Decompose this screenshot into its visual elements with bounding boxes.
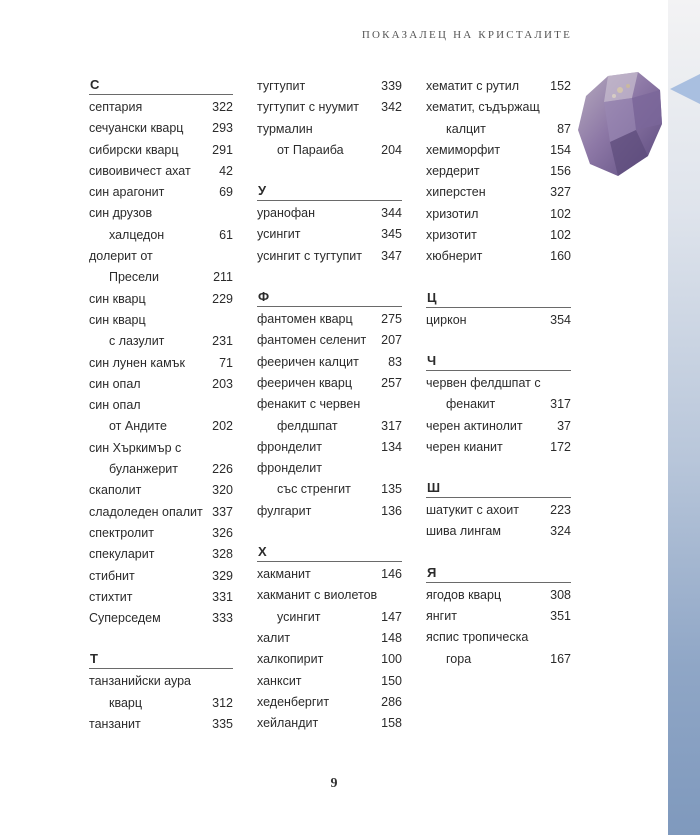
entry-name: циркон [426, 312, 467, 327]
entry-name: кварц [109, 695, 143, 710]
index-entry [89, 502, 233, 523]
entry-name: фронделит [257, 439, 322, 454]
index-column-2 [257, 76, 402, 755]
entry-name: танзанийски аура [89, 674, 191, 689]
entry-name: тугтупит [257, 79, 306, 93]
index-entry [257, 437, 402, 458]
index-entry [257, 76, 402, 97]
entry-name: хиперстен [426, 185, 486, 200]
index-entry [426, 606, 571, 627]
index-entry [89, 225, 233, 246]
index-entry [426, 310, 571, 331]
index-section [426, 352, 571, 458]
entry-page: 71 [219, 355, 233, 370]
entry-page: 335 [212, 717, 233, 732]
index-entry [89, 161, 233, 182]
index-section [257, 543, 402, 734]
entry-page: 317 [550, 397, 571, 412]
entry-name: син Хъркимър с [89, 440, 182, 455]
entry-name: фенакит с червен [257, 397, 361, 412]
index-entry [426, 373, 571, 394]
index-section [426, 76, 571, 268]
index-entry [89, 331, 233, 352]
index-entry [257, 585, 402, 606]
index-entry [257, 416, 402, 437]
entry-page: 354 [550, 312, 571, 327]
entry-page: 326 [212, 525, 233, 540]
index-entry [89, 97, 233, 118]
index-entry [89, 140, 233, 161]
index-entry [89, 693, 233, 714]
entry-page: 293 [212, 121, 233, 136]
entry-page: 61 [219, 227, 233, 242]
index-entry [426, 416, 571, 437]
index-entry [426, 500, 571, 521]
index-entry [426, 140, 571, 161]
entry-name: скаполит [89, 483, 142, 498]
tab-arrow-icon [670, 74, 700, 104]
index-entry [257, 394, 402, 415]
index-entry [257, 713, 402, 734]
entry-page: 69 [219, 185, 233, 200]
entry-name: усингит с тугтупит [257, 248, 362, 263]
index-entry [257, 330, 402, 351]
entry-page: 146 [381, 567, 402, 582]
entry-page: 172 [550, 439, 571, 454]
entry-name: фееричен калцит [257, 354, 359, 369]
entry-page: 329 [212, 568, 233, 583]
page-number: 9 [330, 776, 338, 791]
index-entry [89, 566, 233, 587]
entry-page: 156 [550, 164, 571, 179]
entry-page: 87 [557, 121, 571, 136]
index-entry [89, 714, 233, 735]
index-entry [89, 267, 233, 288]
index-entry [89, 182, 233, 203]
entry-name: син друзов [89, 206, 153, 221]
entry-name: хеденбергит [257, 694, 330, 709]
entry-page: 229 [212, 291, 233, 306]
index-column-3 [426, 76, 571, 691]
index-entry [426, 649, 571, 670]
entry-page: 102 [550, 228, 571, 243]
entry-page: 344 [381, 206, 402, 221]
index-entry [89, 587, 233, 608]
index-entry [426, 119, 571, 140]
index-entry [89, 416, 233, 437]
entry-page: 134 [381, 439, 402, 454]
index-section [426, 479, 571, 543]
index-entry [426, 437, 571, 458]
index-entry [257, 246, 402, 267]
index-section [89, 650, 233, 735]
entry-name: с лазулит [109, 334, 165, 349]
entry-name: септария [89, 100, 143, 114]
entry-name: от Параиба [277, 142, 344, 157]
entry-page: 333 [212, 611, 233, 626]
index-entry [426, 521, 571, 542]
entry-page: 342 [381, 100, 402, 115]
entry-name: хемиморфит [426, 142, 501, 157]
entry-name: танзанит [89, 717, 141, 732]
entry-page: 204 [381, 142, 402, 157]
entry-page: 42 [219, 163, 233, 178]
entry-page: 147 [381, 609, 402, 624]
index-entry [257, 373, 402, 394]
index-section [89, 76, 233, 629]
entry-page: 83 [388, 354, 402, 369]
entry-page: 158 [381, 716, 402, 731]
entry-name: калцит [446, 121, 486, 136]
entry-name: черен актинолит [426, 418, 523, 433]
entry-name: син опал [89, 398, 141, 413]
entry-name: фантомен кварц [257, 312, 353, 327]
entry-name: хематит с рутил [426, 79, 520, 93]
entry-name: със стренгит [277, 482, 351, 497]
index-entry [426, 585, 571, 606]
entry-name: черен кианит [426, 439, 503, 454]
entry-name: хейландит [257, 716, 319, 731]
index-entry [89, 459, 233, 480]
index-entry [426, 394, 571, 415]
entry-page: 320 [212, 483, 233, 498]
entry-page: 102 [550, 206, 571, 221]
section-letter: Х [257, 543, 402, 562]
entry-name: шива лингам [426, 524, 501, 539]
entry-name: халцедон [109, 227, 165, 242]
entry-name: гора [446, 651, 472, 666]
entry-name: фронделит [257, 461, 322, 476]
entry-page: 317 [381, 418, 402, 433]
entry-name: от Андите [109, 419, 167, 434]
index-entry [257, 119, 402, 140]
index-entry [89, 608, 233, 629]
entry-page: 152 [550, 79, 571, 93]
section-letter: Ц [426, 289, 571, 308]
entry-name: син кварц [89, 291, 146, 306]
entry-page: 154 [550, 142, 571, 157]
index-entry [426, 76, 571, 97]
index-entry [257, 607, 402, 628]
entry-page: 231 [212, 334, 233, 349]
entry-name: хакманит с виолетов [257, 588, 378, 603]
section-letter: С [89, 76, 233, 95]
index-entry [89, 289, 233, 310]
section-letter: Ч [426, 352, 571, 371]
entry-page: 324 [550, 524, 571, 539]
index-entry [89, 246, 233, 267]
entry-name: халит [257, 630, 291, 645]
index-entry [257, 671, 402, 692]
entry-page: 328 [212, 547, 233, 562]
entry-name: хризотил [426, 206, 479, 221]
index-section [257, 182, 402, 267]
entry-page: 337 [212, 504, 233, 519]
section-letter: У [257, 182, 402, 201]
index-entry [257, 458, 402, 479]
entry-page: 322 [212, 100, 233, 114]
crystal-image [574, 68, 666, 180]
entry-name: хердерит [426, 164, 480, 179]
entry-page: 351 [550, 609, 571, 624]
entry-name: хакманит [257, 567, 311, 582]
index-entry [257, 224, 402, 245]
entry-name: тугтупит с нуумит [257, 100, 360, 115]
index-entry [257, 97, 402, 118]
index-entry [89, 374, 233, 395]
index-entry [426, 161, 571, 182]
entry-page: 308 [550, 587, 571, 602]
entry-page: 207 [381, 333, 402, 348]
entry-page: 286 [381, 694, 402, 709]
entry-name: фантомен селенит [257, 333, 367, 348]
entry-page: 202 [212, 419, 233, 434]
index-entry [426, 97, 571, 118]
entry-page: 167 [550, 651, 571, 666]
index-entry [89, 118, 233, 139]
index-entry [257, 628, 402, 649]
entry-name: фенакит [446, 397, 496, 412]
entry-name: хематит, съдържащ [426, 100, 540, 115]
index-entry [89, 671, 233, 692]
index-entry [257, 352, 402, 373]
index-entry [89, 203, 233, 224]
entry-name: син опал [89, 376, 141, 391]
index-entry [257, 140, 402, 161]
index-entry [426, 627, 571, 648]
entry-name: сечуански кварц [89, 121, 184, 136]
index-entry [257, 309, 402, 330]
entry-name: син кварц [89, 312, 146, 327]
index-entry [89, 544, 233, 565]
entry-page: 135 [381, 482, 402, 497]
index-column-1 [89, 76, 233, 756]
entry-page: 211 [213, 270, 233, 285]
entry-name: Пресели [109, 270, 159, 285]
entry-name: спектролит [89, 525, 154, 540]
entry-name: сивоивичест ахат [89, 163, 191, 178]
entry-name: турмалин [257, 121, 313, 136]
side-color-bar [668, 0, 700, 835]
index-section [257, 288, 402, 522]
entry-page: 275 [381, 312, 402, 327]
entry-page: 347 [381, 248, 402, 263]
entry-name: халкопирит [257, 652, 324, 667]
index-entry [257, 501, 402, 522]
entry-name: ягодов кварц [426, 587, 502, 602]
entry-name: усингит [277, 609, 321, 624]
entry-name: Суперседем [89, 611, 161, 626]
entry-name: янгит [426, 609, 457, 624]
entry-name: фулгарит [257, 503, 312, 518]
entry-page: 150 [381, 673, 402, 688]
entry-page: 100 [381, 652, 402, 667]
index-entry [257, 203, 402, 224]
entry-page: 223 [550, 503, 571, 518]
index-entry [89, 310, 233, 331]
entry-name: яспис тропическа [426, 630, 529, 645]
entry-page: 291 [212, 142, 233, 157]
index-section [426, 289, 571, 331]
entry-page: 148 [381, 630, 402, 645]
entry-page: 331 [212, 589, 233, 604]
entry-name: ханксит [257, 673, 302, 688]
entry-name: усингит [257, 227, 301, 242]
index-section [426, 564, 571, 670]
index-entry [89, 395, 233, 416]
entry-name: фелдшпат [277, 418, 338, 433]
section-letter: Ф [257, 288, 402, 307]
entry-page: 257 [381, 375, 402, 390]
entry-name: син арагонит [89, 185, 165, 200]
entry-page: 160 [550, 249, 571, 264]
entry-name: стихтит [89, 589, 133, 604]
entry-page: 136 [381, 503, 402, 518]
entry-page: 339 [381, 79, 402, 93]
index-entry [426, 246, 571, 267]
section-letter: Т [89, 650, 233, 669]
entry-name: син лунен камък [89, 355, 185, 370]
entry-page: 37 [557, 418, 571, 433]
entry-name: сибирски кварц [89, 142, 179, 157]
index-section [257, 76, 402, 161]
entry-page: 327 [550, 185, 571, 200]
entry-name: шатукит с ахоит [426, 503, 519, 518]
entry-name: червен фелдшпат с [426, 375, 541, 390]
entry-page: 203 [212, 376, 233, 391]
entry-name: уранофан [257, 206, 316, 221]
index-entry [426, 204, 571, 225]
index-entry [257, 564, 402, 585]
index-entry [89, 353, 233, 374]
entry-name: стибнит [89, 568, 135, 583]
section-letter: Я [426, 564, 571, 583]
section-letter: Ш [426, 479, 571, 498]
entry-page: 345 [381, 227, 402, 242]
entry-name: хризотит [426, 228, 477, 243]
entry-page: 226 [212, 462, 233, 477]
page-header: ПОКАЗАЛЕЦ НА КРИСТАЛИТЕ [361, 29, 572, 41]
index-entry [89, 438, 233, 459]
entry-name: сладоледен опалит [89, 504, 203, 519]
index-entry [89, 523, 233, 544]
index-entry [426, 182, 571, 203]
entry-name: буланжерит [109, 462, 178, 477]
entry-name: долерит от [89, 249, 153, 264]
index-entry [257, 692, 402, 713]
entry-name: спекуларит [89, 547, 155, 562]
entry-page: 312 [212, 695, 233, 710]
entry-name: хюбнерит [426, 249, 483, 264]
index-entry [426, 225, 571, 246]
index-entry [257, 649, 402, 670]
index-entry [257, 479, 402, 500]
entry-name: фееричен кварц [257, 375, 352, 390]
index-entry [89, 480, 233, 501]
